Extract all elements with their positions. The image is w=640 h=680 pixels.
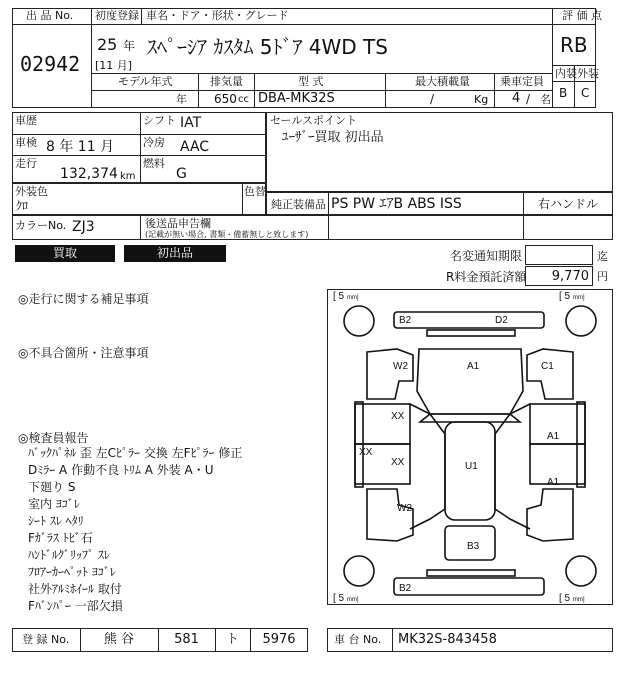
svg-text:[ 5 mm] <box>333 593 359 604</box>
inspector-report-line: Dﾐﾗｰ A 作動不良 ﾄﾘﾑ A 外装 A・U <box>28 463 214 477</box>
capacity-separator: / <box>526 92 531 106</box>
name-change-box <box>525 245 593 265</box>
svg-text:[ 5 mm] <box>333 291 359 302</box>
capacity-value: 4 <box>512 91 521 106</box>
tire-depth-front-right: [ 5 <box>559 291 573 302</box>
chassis-label: 車 台 No. <box>334 633 382 646</box>
recycle-fee-unit: 円 <box>597 270 608 283</box>
registration-kana: ト <box>225 632 239 647</box>
tire-depth-unit: mm] <box>572 597 585 603</box>
wheel-front-right <box>566 306 596 336</box>
mileage-value: 132,374 <box>60 166 118 182</box>
mark-left-rear-door: XX <box>391 457 405 468</box>
registration-number: 5976 <box>262 632 296 647</box>
mark-hood: A1 <box>467 361 480 372</box>
registration-month: [11 月] <box>95 59 133 72</box>
tire-depth-unit: mm] <box>572 295 585 301</box>
chassis-number: MK32S-843458 <box>398 632 497 647</box>
inspector-report-line: 社外ｱﾙﾐﾎｲｰﾙ 取付 <box>28 582 122 596</box>
year-unit: 年 <box>123 39 136 53</box>
divider <box>91 8 92 108</box>
registration-label: 登 録 No. <box>22 633 70 646</box>
divider <box>12 134 266 135</box>
divider <box>494 73 495 108</box>
model-year-label: モデル年式 <box>118 75 173 88</box>
mark-right-front-fender: C1 <box>541 361 554 372</box>
left-rear-fender <box>367 489 413 541</box>
color-no-frame <box>12 215 613 240</box>
mark-front-bumper-left: B2 <box>399 315 412 326</box>
rear-trim <box>427 570 515 576</box>
max-load-value: / <box>430 92 435 106</box>
capacity-unit: 名 <box>540 93 551 106</box>
lot-number: 02942 <box>20 52 81 76</box>
divider <box>80 628 81 652</box>
model-year-unit: 年 <box>176 93 187 106</box>
inspector-report-line: ﾌﾛｱｰｶｰﾍﾟｯﾄ ﾖｺﾞﾚ <box>28 565 116 579</box>
mark-right-rear-door: A1 <box>547 477 560 488</box>
divider <box>140 215 141 240</box>
inspector-report-line: 下廻り S <box>28 480 76 494</box>
exterior-color-frame <box>12 183 266 215</box>
front-grille <box>427 330 515 336</box>
inspector-report-line: Fﾊﾞﾝﾊﾟｰ 一部欠損 <box>28 599 123 613</box>
mark-roof: U1 <box>465 461 478 472</box>
mark-left-sill: XX <box>359 447 373 458</box>
steering-value: 右ハンドル <box>538 197 599 211</box>
color-change-label: 色替 <box>244 185 266 198</box>
inspection-label: 車検 <box>15 136 37 149</box>
sales-point-label: セールスポイント <box>270 114 358 127</box>
lot-no-label: 出 品 No. <box>26 9 74 22</box>
divider <box>250 628 251 652</box>
capacity-label: 乗車定員 <box>500 75 544 88</box>
first-registration-label: 初度登録 <box>95 9 139 22</box>
shift-value: IAT <box>180 115 202 131</box>
svg-text:[ 5 mm] <box>559 593 585 604</box>
wheel-front-left <box>344 306 374 336</box>
divider <box>552 8 553 108</box>
tire-depth-front-left: [ 5 <box>333 291 347 302</box>
name-change-unit: 迄 <box>597 250 608 263</box>
ac-label: 冷房 <box>143 136 165 149</box>
ac-value: AAC <box>180 139 210 155</box>
damage-diagram <box>327 289 613 605</box>
left-front-fender <box>367 349 413 399</box>
inspector-report-heading: ◎検査員報告 <box>18 431 89 445</box>
divider <box>158 628 159 652</box>
wheel-rear-right <box>566 556 596 586</box>
tire-depth-rear-left: [ 5 <box>333 593 347 604</box>
registration-year: 25 <box>97 35 118 54</box>
front-bumper <box>394 312 544 328</box>
tire-depth-rear-right: [ 5 <box>559 593 573 604</box>
divider <box>385 73 386 108</box>
divider <box>91 24 552 25</box>
hood <box>417 349 523 414</box>
buyback-badge: 買取 <box>15 245 115 262</box>
recycle-fee-label: R料金預託済額 <box>446 270 527 284</box>
interior-label: 内装 <box>555 67 577 80</box>
mark-left-rear-fender: W2 <box>397 503 412 514</box>
registration-class: 581 <box>174 632 199 647</box>
rear-bumper <box>394 578 544 595</box>
model-type-label: 型 式 <box>298 75 324 88</box>
car-name: ｽﾍﾟｰｼｱ ｶｽﾀﾑ 5ﾄﾞｱ 4WD TS <box>147 35 388 59</box>
sales-point-text: ﾕｰｻﾞｰ買取 初出品 <box>282 130 384 145</box>
inspector-report-line: ﾊﾞｯｸﾊﾟﾈﾙ 歪 左Cﾋﾟﾗｰ 交換 左Fﾋﾟﾗｰ 修正 <box>28 446 243 460</box>
tire-depth-unit: mm] <box>346 597 359 603</box>
tire-depth-unit: mm] <box>346 295 359 301</box>
mileage-unit: km <box>120 171 136 182</box>
divider <box>254 73 255 108</box>
equipment-label: 純正装備品 <box>271 198 326 211</box>
divider <box>141 8 142 25</box>
color-no-value: ZJ3 <box>72 219 95 235</box>
registration-area: 熊 谷 <box>103 632 135 647</box>
mark-right-front-door: A1 <box>547 431 560 442</box>
exterior-label: 外装 <box>577 67 599 80</box>
shift-label: シフト <box>143 114 176 127</box>
inspection-value: 8 年 11 月 <box>46 139 115 155</box>
divider <box>91 73 552 74</box>
recycle-fee-value: 9,770 <box>551 269 589 284</box>
model-code: DBA-MK32S <box>258 91 335 106</box>
overall-score: RB <box>560 33 588 57</box>
inspector-report-list <box>28 447 318 617</box>
divider <box>552 24 596 25</box>
exterior-color-label: 外装色 <box>15 185 48 198</box>
displacement-label: 排気量 <box>210 75 243 88</box>
mark-rear-hatch: B3 <box>467 541 480 552</box>
max-load-label: 最大積載量 <box>415 75 470 88</box>
equipment-value: PS PW ｴｱB ABS ISS <box>331 196 462 212</box>
inspector-report-line: ｼｰﾄ ｽﾚ ﾍﾀﾘ <box>28 514 84 528</box>
driving-notes-heading: ◎走行に関する補足事項 <box>18 292 149 306</box>
displacement-unit: cc <box>238 94 249 105</box>
divider <box>198 73 199 108</box>
divider <box>12 24 91 25</box>
svg-text:[ 5 mm] <box>559 291 585 302</box>
mark-left-front-door: XX <box>391 411 405 422</box>
divider <box>392 628 393 652</box>
divider <box>12 155 266 156</box>
wheel-rear-left <box>344 556 374 586</box>
divider <box>215 628 216 652</box>
displacement-value: 650 <box>214 92 237 106</box>
interior-grade: B <box>559 86 568 100</box>
inspector-report-line: ﾊﾝﾄﾞﾙｸﾞﾘｯﾌﾟ ｽﾚ <box>28 548 110 562</box>
defects-heading: ◎不具合箇所・注意事項 <box>18 346 149 360</box>
history-label: 車歴 <box>15 114 37 127</box>
exterior-grade: C <box>581 86 590 100</box>
load-unit: Kg <box>474 93 489 106</box>
mark-front-bumper-right: D2 <box>495 315 508 326</box>
inspector-report-line: Fｶﾞﾗｽ ﾄﾋﾞ石 <box>28 531 93 545</box>
name-change-label: 名変通知期限 <box>450 249 523 263</box>
right-rear-fender <box>527 489 573 541</box>
score-label: 評 価 点 <box>562 9 602 22</box>
mark-rear-bumper: B2 <box>399 583 412 594</box>
divider <box>242 183 243 215</box>
aftermarket-label: 後送品申告欄 <box>145 217 211 230</box>
first-listing-badge: 初出品 <box>124 245 226 262</box>
divider <box>140 112 141 183</box>
mark-left-front-fender: W2 <box>393 361 408 372</box>
right-front-fender <box>527 349 573 399</box>
car-name-label: 車名・ドア・形状・グレード <box>146 9 289 22</box>
inspector-report-line: 室内 ﾖｺﾞﾚ <box>28 497 80 511</box>
color-no-label: カラーNo. <box>15 219 67 232</box>
exterior-color-value: ｸﾛ <box>16 199 29 213</box>
fuel-label: 燃料 <box>143 157 165 170</box>
aftermarket-note: (記載が無い場合, 書類・備蓄無しと致します) <box>145 230 309 239</box>
mileage-label: 走行 <box>15 157 37 170</box>
fuel-value: G <box>176 166 187 182</box>
